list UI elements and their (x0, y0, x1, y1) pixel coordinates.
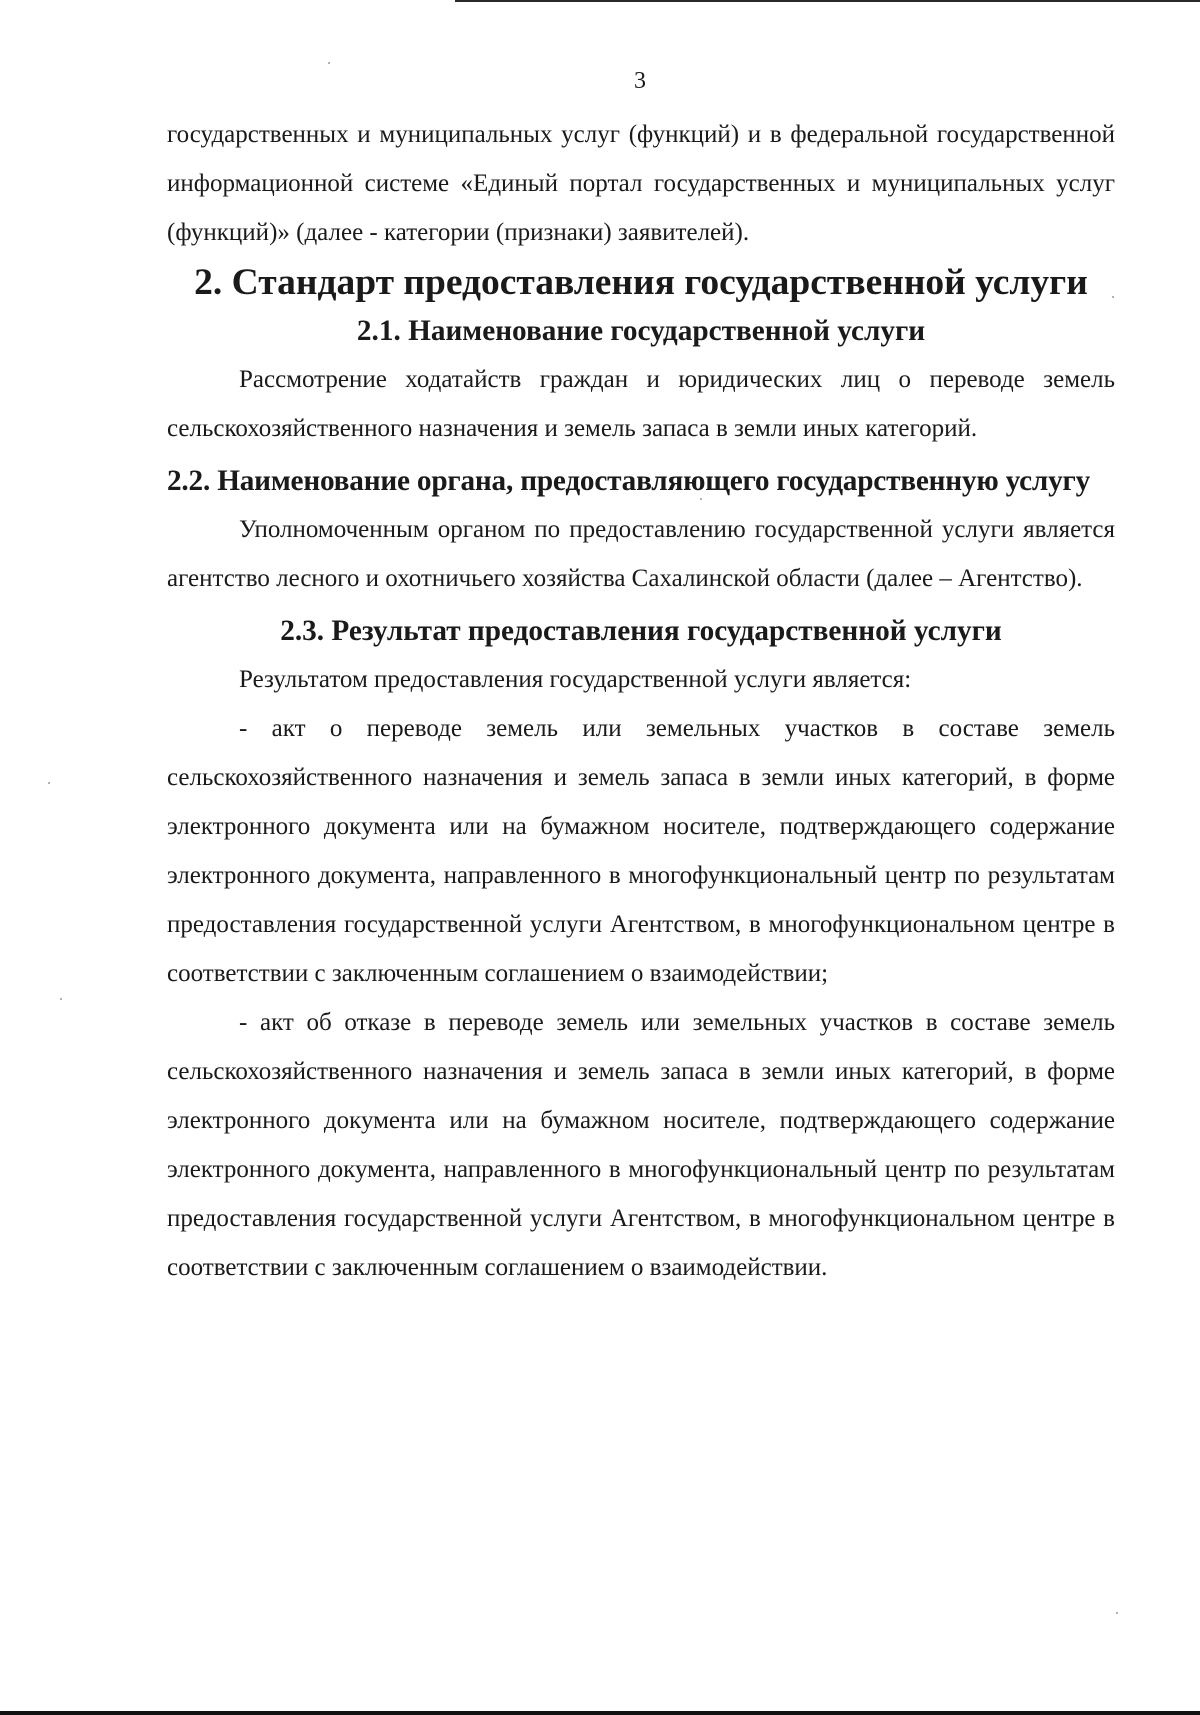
scan-edge-top (455, 0, 1200, 2)
scan-speck (328, 62, 330, 64)
scan-speck (48, 782, 50, 784)
paragraph-applicants-continued: государственных и муниципальных услуг (функций) и в федеральной государственной информационной системе «Единый портал государственных и муниципальных услуг (функций)» (далее - категории (признаки) заявителей). (167, 121, 1115, 246)
subsection-heading-result: 2.3. Результат предоставления государственной услуги (280, 615, 1002, 647)
paragraph-result-refusal-act: - акт об отказе в переводе земель или земельных участков в составе земель сельскохозяйственного назначения и земель запаса в земли иных категорий, в форме электронного документа или на бумажном носителе, подтверждающего содержание электронного документа, направленного в многофункциональный центр по результатам предоставления государственной услуги Агентством, в многофункциональном центре в соответствии с заключенным соглашением о взаимодействии. (167, 1009, 1115, 1281)
subsection-heading-authority: 2.2. Наименование органа, предоставляющего государственную услугу (167, 465, 1091, 497)
scan-speck (700, 498, 702, 500)
page-number: 3 (634, 68, 646, 94)
paragraph-result-intro: Результатом предоставления государственной услуги является: (239, 666, 912, 693)
subsection-heading-service-name: 2.1. Наименование государственной услуги (356, 315, 926, 347)
section-heading-standard: 2. Стандарт предоставления государственной услуги (194, 262, 1088, 303)
document-body (167, 110, 1115, 1292)
scan-speck (60, 998, 62, 1000)
paragraph-result-transfer-act: - акт о переводе земель или земельных участков в составе земель сельскохозяйственного назначения и земель запаса в земли иных категорий, в форме электронного документа или на бумажном носителе, подтверждающего содержание электронного документа, направленного в многофункциональный центр по результатам предоставления государственной услуги Агентством, в многофункциональном центре в соответствии с заключенным соглашением о взаимодействии; (167, 715, 1115, 987)
paragraph-authority: Уполномоченным органом по предоставлению государственной услуги является агентство лесного и охотничьего хозяйства Сахалинской области (далее – Агентство). (167, 516, 1115, 592)
scan-edge-bottom (0, 1711, 1200, 1715)
scan-speck (1112, 296, 1114, 298)
paragraph-service-name: Рассмотрение ходатайств граждан и юридических лиц о переводе земель сельскохозяйственного назначения и земель запаса в земли иных категорий. (167, 366, 1115, 442)
scan-speck (1116, 1612, 1118, 1614)
